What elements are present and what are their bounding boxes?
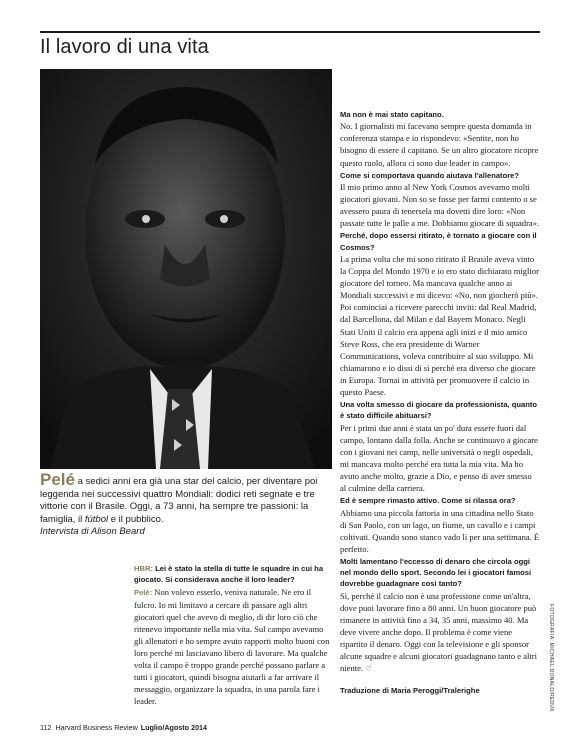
page-title: Il lavoro di una vita xyxy=(40,36,209,58)
portrait-photo xyxy=(40,69,332,469)
answer: Abbiamo una piccola fattoria in una cittadina nello Stato di San Paolo, con un lago, un fiume, un cavallo e i campi coltivati. Quando sono stanco vado lì per una settimana. È perfetto. xyxy=(340,507,540,554)
question: Perché, dopo essersi ritirato, è tornato a giocare con il Cosmos? xyxy=(340,231,537,252)
photo-credit xyxy=(546,604,554,714)
intro-credit: Intervista di Alison Beard xyxy=(40,526,145,538)
page-number: 112 xyxy=(40,723,52,732)
magazine-name: Harvard Business Review xyxy=(55,723,138,732)
answer: La prima volta che mi sono ritirato il Brasile aveva vinto la Coppa del Mondo 1970 e io ero stato dichiarato miglior giocatore del torneo. Ma mancava qualche anno ai Mondiali successivi e mi dicevo: «No, non giocherò più». Poi cominciai a ricevere parecchi inviti: dal Real Madrid, dal Barcellona, dal Milan e dal Bayern Monaco. Negli Stati Uniti il calcio era appena agli inizi e il mio amico Steve Ross, che era presidente di Warner Communications, voleva contribuire al suo sviluppo. Mi chiamarono e io dissi di sì perché era diverso che giocare in Europa. Tornai in attività per promuovere il calcio in questo Paese. xyxy=(340,253,539,397)
question: Ed è sempre rimasto attivo. Come si rilassa ora? xyxy=(340,496,516,506)
answer: Per i primi due anni è stata un po' dura essere fuori dal campo, lontano dalla folla. Anche se continuavo a giocare con i giovani nei camp, nelle università o negli ospedali, mi mancava molto perché era tutta la mia vita. Ma ho avuto anche molto, grazie a Dio, e penso di aver smesso al culmine della carriera. xyxy=(340,422,538,494)
question: Una volta smesso di giocare da professionista, quanto è stato difficile abituarsi? xyxy=(340,400,538,421)
interview-column-right xyxy=(340,108,540,698)
question: Ma non è mai stato capitano. xyxy=(340,110,444,119)
top-rule xyxy=(40,31,540,33)
intro-futbol: fútbol xyxy=(84,513,109,525)
interview-column-left xyxy=(134,562,330,708)
translation-credit: Traduzione di Maria Peroggi/Tralerighe xyxy=(340,686,480,696)
intro-text: a sedici anni era già una star del calcio, per diventare poi leggenda nei successivi quattro Mondiali: dodici reti segnate e tre vittorie con il Brasile. Oggi, a 73 anni, ha sempre tre passioni: la famiglia, il xyxy=(40,476,318,525)
photo-credit-text: FOTOGRAFIA: MICHAEL DONALD/REDUX xyxy=(548,604,554,712)
intro-name: Pelé xyxy=(40,470,75,489)
end-mark-icon: ♡ xyxy=(363,665,372,674)
pele-label: Pelé: xyxy=(134,587,153,597)
answer: Il mio primo anno al New York Cosmos avevamo molti giocatori giovani. Non so se fosse per farmi contento o se avessero paura di tenersela ma dovetti dire loro: «Non passate tutte le palle a me. Dobbiamo giocare di squadra». xyxy=(340,181,540,229)
question-text: Lei è stato la stella di tutte le squadre in cui ha giocato. Si considerava anche il loro leader? xyxy=(134,564,324,585)
question xyxy=(134,563,330,586)
intro-text-end: e il pubblico. xyxy=(108,513,164,525)
question: Come si comportava quando aiutava l'allenatore? xyxy=(340,170,520,180)
answer xyxy=(134,586,330,708)
answer xyxy=(340,590,540,676)
answer-text: Non volevo esserlo, veniva naturale. Ne ero il fulcro. Io mi limitavo a cercare di passare agli altri giocatori quel che avevo di meglio, di dir loro ciò che ritenevo importante nella mia vita. Sul campo avevamo gli allenatori e ho sempre avuto rapporti molto buoni con loro perché mi lasciavano libero di lavorare. Ma qualche volta il campo è troppo grande perché possano parlare a tutti i giocatori, quindi bisogna aiutarli a far arrivare il messaggio, organizzare la squadra, in una parola fare i leader. xyxy=(134,586,330,707)
page-footer xyxy=(40,723,207,732)
question: Molti lamentano l'eccesso di denaro che circola oggi nel mondo dello sport. Secondo lei i giocatori famosi dovrebbe guadagnare così tanto? xyxy=(340,556,532,589)
hbr-label: HBR: xyxy=(134,564,153,573)
intro-block xyxy=(40,470,332,539)
issue-date: Luglio/Agosto 2014 xyxy=(140,723,208,732)
answer: No. I giornalisti mi facevano sempre questa domanda in conferenza stampa e io rispondevo: «Sentite, non ho bisogno di essere il capitano. Se un altro giocatore ricopre questo ruolo, allora ci sono due leader in campo». xyxy=(340,121,539,168)
answer-text: Sì, perché il calcio non è una professione come un'altra, dove puoi lavorare fino a 80 anni. Un buon giocatore può rimanere in attività fino a 34, 35 anni, massimo 40. Ma deve vivere anche dopo. Il problema è come viene ripartito il denaro. Oggi con la televisione e gli sponsor alcune squadre e alcuni giocatori guadagnano tanto e altri niente. xyxy=(340,590,537,674)
